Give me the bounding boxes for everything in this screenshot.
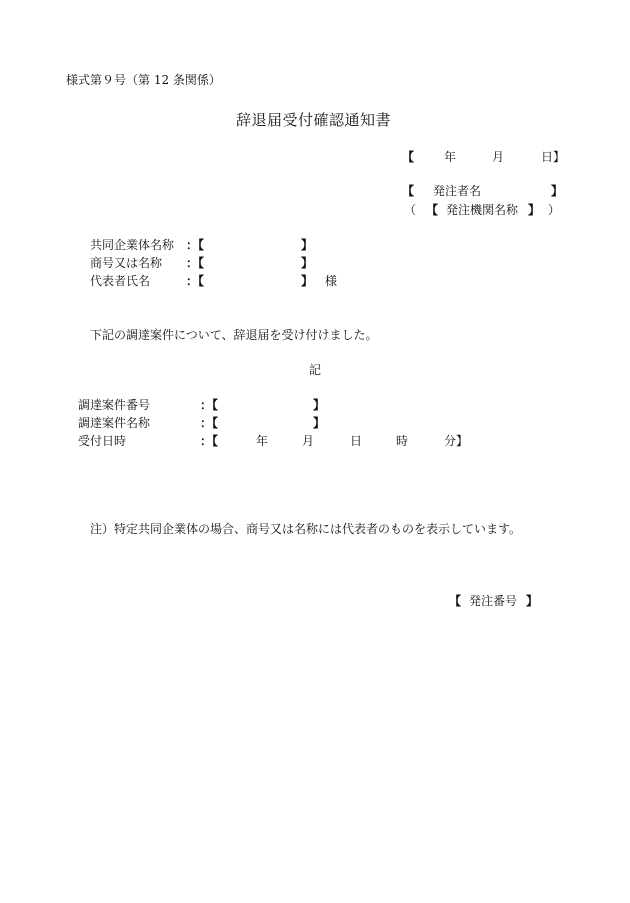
date-open-bracket: 【 [402, 150, 415, 164]
date-month-label: 月 [492, 150, 505, 164]
issuer-close-bracket: 】 [551, 184, 564, 198]
received-datetime-label: 受付日時 [78, 434, 127, 448]
received-hour-label: 時 [396, 434, 409, 448]
recipient-jv-name-label: 共同企業体名称 [90, 238, 175, 252]
footnote: 注）特定共同企業体の場合、商号又は名称には代表者のものを表示しています。 [90, 522, 522, 536]
order-number-open-bracket: 【 [449, 594, 462, 608]
document-title: 辞退届受付確認通知書 [236, 111, 392, 129]
procurement-number-label: 調達案件番号 [78, 398, 151, 412]
agency-open-bracket: 【 [426, 203, 439, 217]
procurement-name-close: 】 [313, 416, 326, 430]
procurement-name-separator: ：【 [200, 416, 219, 430]
received-month-label: 月 [302, 434, 315, 448]
form-number: 様式第９号（第 12 条関係） [66, 73, 221, 87]
recipient-representative-label: 代表者氏名 [90, 274, 151, 288]
issuer-label: 発注者名 [433, 184, 482, 198]
recipient-representative-close: 】 [301, 274, 314, 288]
body-text: 下記の調達案件について、辞退届を受け付けました。 [90, 328, 378, 342]
received-year-label: 年 [256, 434, 269, 448]
received-minute-label: 分】 [444, 434, 469, 448]
agency-close-bracket: 】 [528, 203, 541, 217]
recipient-jv-name-close: 】 [301, 238, 314, 252]
recipient-company-name-label: 商号又は名称 [90, 256, 163, 270]
recipient-jv-name-separator: ：【 [186, 238, 205, 252]
issuer-open-bracket: 【 [402, 184, 415, 198]
date-year-label: 年 [444, 150, 457, 164]
agency-label: 発注機関名称 [446, 203, 519, 217]
agency-paren-open: （ [404, 203, 417, 217]
procurement-name-label: 調達案件名称 [78, 416, 151, 430]
received-day-label: 日 [350, 434, 363, 448]
recipient-company-name-close: 】 [301, 256, 314, 270]
recipient-company-name-separator: ：【 [186, 256, 205, 270]
order-number-close-bracket: 】 [526, 594, 539, 608]
received-datetime-separator: ：【 [200, 434, 219, 448]
procurement-number-close: 】 [313, 398, 326, 412]
date-day-label: 日】 [541, 150, 566, 164]
agency-paren-close: ） [548, 203, 561, 217]
recipient-representative-separator: ：【 [186, 274, 205, 288]
recipient-honorific: 様 [325, 274, 338, 288]
procurement-number-separator: ：【 [200, 398, 219, 412]
ki-heading: 記 [309, 363, 322, 377]
order-number-label: 発注番号 [469, 594, 518, 608]
